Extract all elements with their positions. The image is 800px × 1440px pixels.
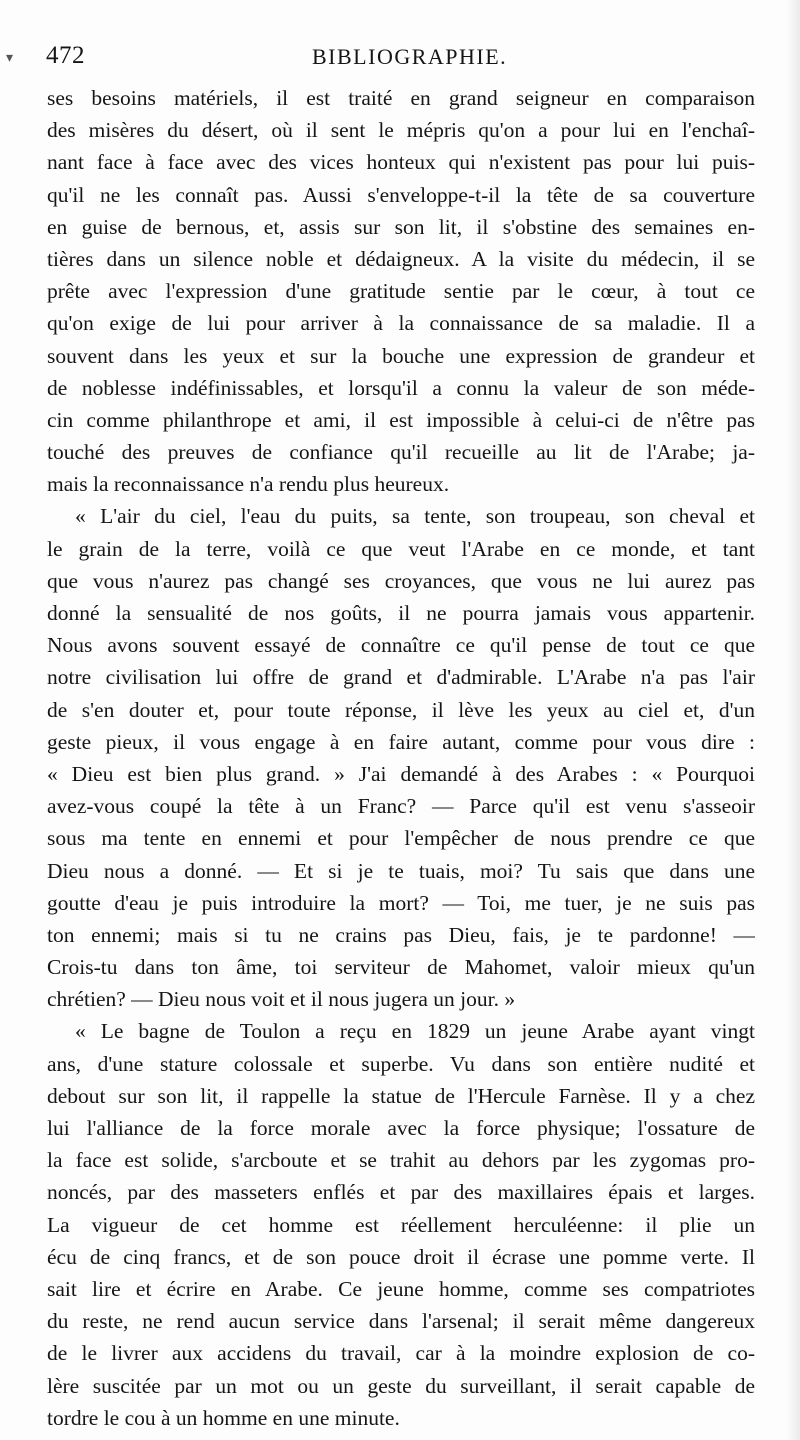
text-line: qu'il ne les connaît pas. Aussi s'enveloppe-t-il la tête de sa couverture	[47, 182, 755, 207]
text-line: geste pieux, il vous engage à en faire autant, comme pour vous dire :	[47, 729, 755, 754]
page-header	[46, 40, 756, 76]
text-line: prête avec l'expression d'une gratitude sentie par le cœur, à tout ce	[47, 279, 755, 304]
text-line: touché des preuves de confiance qu'il recueille au lit de l'Arabe; ja-	[47, 440, 755, 465]
text-line: « L'air du ciel, l'eau du puits, sa tente, son troupeau, son cheval et	[75, 504, 755, 529]
text-line: chrétien? — Dieu nous voit et il nous jugera un jour. »	[47, 987, 516, 1012]
text-line: mais la reconnaissance n'a rendu plus heureux.	[47, 472, 450, 497]
text-line: la face est solide, s'arcboute et se trahit au dehors par les zygomas pro-	[47, 1148, 755, 1173]
text-line: Dieu nous a donné. — Et si je te tuais, moi? Tu sais que dans une	[47, 858, 755, 883]
text-line: cin comme philanthrope et ami, il est impossible à celui-ci de n'être pas	[47, 407, 755, 432]
text-line: « Dieu est bien plus grand. » J'ai demandé à des Arabes : « Pourquoi	[47, 761, 755, 786]
text-line: sait lire et écrire en Arabe. Ce jeune homme, comme ses compatriotes	[47, 1276, 755, 1301]
page-number: 472	[46, 42, 85, 69]
text-line: tordre le cou à un homme en une minute.	[47, 1405, 400, 1430]
text-line: de s'en douter et, pour toute réponse, il lève les yeux au ciel et, d'un	[47, 697, 755, 722]
body-text	[47, 82, 755, 1434]
text-line: du reste, ne rend aucun service dans l'arsenal; il serait même dangereux	[47, 1309, 755, 1334]
text-line: le grain de la terre, voilà ce que veut l'Arabe en ce monde, et tant	[47, 536, 755, 561]
text-line: « Le bagne de Toulon a reçu en 1829 un jeune Arabe ayant vingt	[75, 1019, 755, 1044]
paragraph-2	[47, 500, 755, 1015]
text-line: Crois-tu dans ton âme, toi serviteur de Mahomet, valoir mieux qu'un	[47, 955, 755, 980]
paragraph-3	[47, 1015, 755, 1433]
running-head: BIBLIOGRAPHIE.	[312, 44, 508, 69]
text-line: de le livrer aux accidens du travail, car à la moindre explosion de co-	[47, 1341, 755, 1366]
text-line: debout sur son lit, il rappelle la statue de l'Hercule Farnèse. Il y a chez	[47, 1083, 755, 1108]
text-line: ans, d'une stature colossale et superbe. Vu dans son entière nudité et	[47, 1051, 755, 1076]
text-line: ses besoins matériels, il est traité en grand seigneur en comparaison	[47, 86, 755, 110]
margin-mark: ▾	[6, 51, 14, 66]
paragraph-1	[47, 82, 755, 500]
page-edge-shadow	[786, 0, 800, 1440]
text-line: noncés, par des masseters enflés et par des maxillaires épais et larges.	[47, 1180, 755, 1205]
text-line: notre civilisation lui offre de grand et d'admirable. L'Arabe n'a pas l'air	[47, 665, 755, 690]
text-line: que vous n'aurez pas changé ses croyances, que vous ne lui aurez pas	[47, 568, 755, 593]
text-line: tières dans un silence noble et dédaigneux. A la visite du médecin, il se	[47, 246, 755, 271]
text-line: qu'on exige de lui pour arriver à la connaissance de sa maladie. Il a	[47, 311, 755, 336]
text-line: ton ennemi; mais si tu ne crains pas Dieu, fais, je te pardonne! —	[47, 922, 755, 947]
text-line: lui l'alliance de la force morale avec la force physique; l'ossature de	[47, 1116, 755, 1140]
text-line: goutte d'eau je puis introduire la mort? — Toi, me tuer, je ne suis pas	[47, 890, 755, 915]
text-line: nant face à face avec des vices honteux qui n'existent pas pour lui puis-	[47, 150, 755, 175]
text-line: avez-vous coupé la tête à un Franc? — Parce qu'il est venu s'asseoir	[47, 794, 755, 819]
text-line: écu de cinq francs, et de son pouce droit il écrase une pomme verte. Il	[47, 1244, 755, 1269]
text-line: lère suscitée par un mot ou un geste du surveillant, il serait capable de	[47, 1373, 755, 1398]
text-line: Nous avons souvent essayé de connaître ce qu'il pense de tout ce que	[47, 633, 755, 658]
text-line: La vigueur de cet homme est réellement herculéenne: il plie un	[47, 1212, 755, 1237]
text-line: de noblesse indéfinissables, et lorsqu'il a connu la valeur de son méde-	[47, 375, 755, 400]
text-line: des misères du désert, où il sent le mépris qu'on a pour lui en l'enchaî-	[47, 118, 755, 143]
text-line: donné la sensualité de nos goûts, il ne pourra jamais vous appartenir.	[47, 601, 755, 625]
text-line: en guise de bernous, et, assis sur son lit, il s'obstine des semaines en-	[47, 214, 755, 239]
text-line: souvent dans les yeux et sur la bouche une expression de grandeur et	[47, 343, 755, 368]
text-line: sous ma tente en ennemi et pour l'empêcher de nous prendre ce que	[47, 826, 755, 851]
